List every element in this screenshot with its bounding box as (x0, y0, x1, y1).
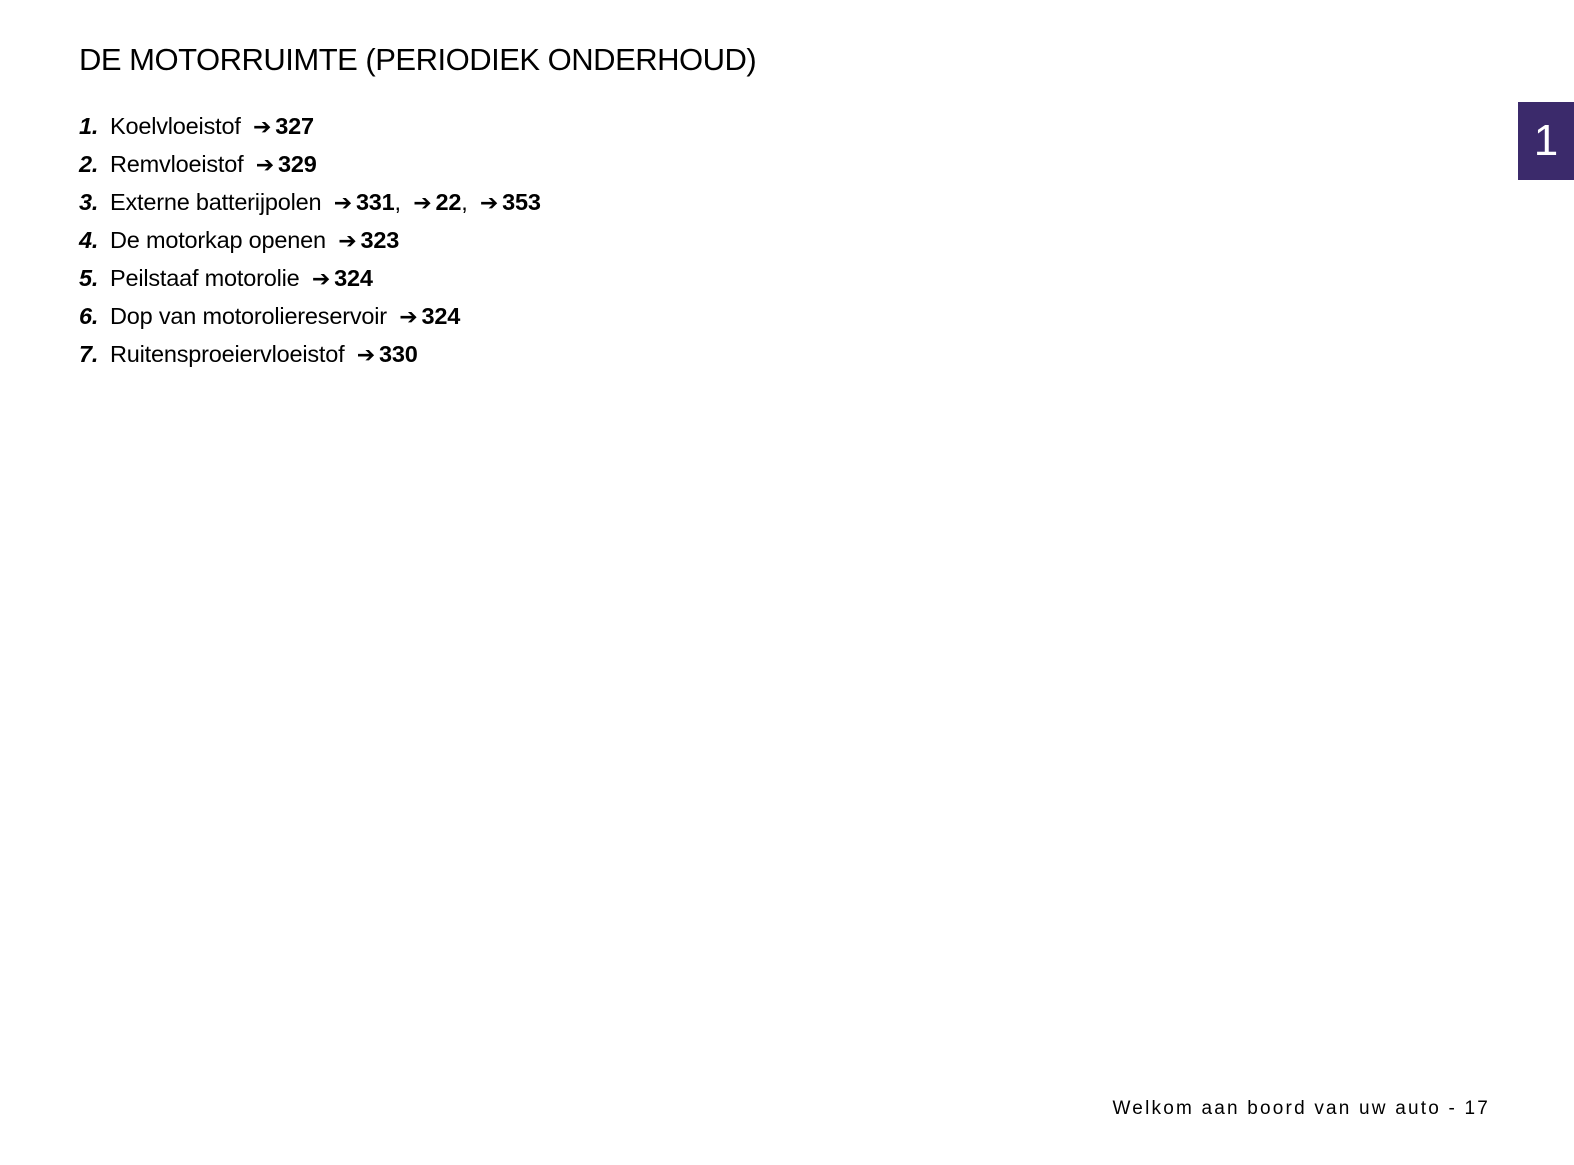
page-title: DE MOTORRUIMTE (PERIODIEK ONDERHOUD) (79, 42, 757, 77)
arrow-right-icon: ➔ (479, 190, 499, 215)
list-item: 3. Externe batterijpolen ➔ 331, ➔ 22, ➔ 353 (79, 183, 541, 221)
page-reference[interactable] (306, 265, 373, 291)
reference-page-number: 22 (435, 189, 462, 215)
arrow-right-icon: ➔ (333, 190, 352, 215)
chapter-tab: 1 (1518, 102, 1574, 180)
page-reference[interactable] (393, 303, 460, 329)
reference-page-number: 329 (278, 151, 317, 177)
item-number: 2. (79, 151, 99, 177)
item-label: Dop van motoroliereservoir (110, 303, 387, 329)
arrow-right-icon: ➔ (399, 304, 418, 329)
arrow-right-icon: ➔ (413, 190, 432, 215)
page-reference[interactable] (247, 113, 314, 139)
page-reference[interactable] (351, 341, 418, 367)
list-item (79, 335, 541, 373)
list-item (79, 221, 541, 259)
list-item (79, 297, 541, 335)
arrow-right-icon: ➔ (253, 114, 272, 139)
item-number: 6. (79, 303, 99, 329)
arrow-right-icon: ➔ (338, 228, 357, 253)
item-number: 7. (79, 341, 99, 367)
page-reference[interactable] (407, 189, 461, 215)
reference-page-number: 323 (360, 227, 400, 253)
item-number: 5. (79, 265, 99, 291)
item-label: De motorkap openen (110, 227, 326, 253)
list-item (79, 145, 541, 183)
item-label: Peilstaaf motorolie (110, 265, 300, 291)
item-label: Koelvloeistof (110, 113, 241, 139)
reference-page-number: 327 (275, 113, 314, 139)
arrow-right-icon: ➔ (356, 342, 376, 367)
page-reference[interactable] (332, 227, 399, 253)
item-number: 3. (79, 189, 99, 215)
arrow-right-icon: ➔ (255, 152, 275, 177)
item-label: Remvloeistof (110, 151, 244, 177)
reference-page-number: 330 (379, 341, 418, 367)
item-number: 1. (79, 113, 99, 139)
page-reference[interactable] (250, 151, 317, 177)
reference-page-number: 324 (421, 303, 461, 329)
reference-page-number: 331 (355, 189, 395, 215)
reference-page-number: 353 (502, 189, 541, 215)
item-label: Externe batterijpolen (110, 189, 322, 215)
page-reference[interactable] (474, 189, 541, 215)
maintenance-item-list (79, 107, 541, 373)
list-item (79, 107, 541, 145)
item-number: 4. (79, 227, 99, 253)
page-reference[interactable] (328, 189, 395, 215)
arrow-right-icon: ➔ (311, 266, 331, 291)
list-item (79, 259, 541, 297)
reference-page-number: 324 (334, 265, 373, 291)
item-label: Ruitensproeiervloeistof (110, 341, 345, 367)
page-footer: Welkom aan boord van uw auto - 17 (1112, 1098, 1490, 1119)
